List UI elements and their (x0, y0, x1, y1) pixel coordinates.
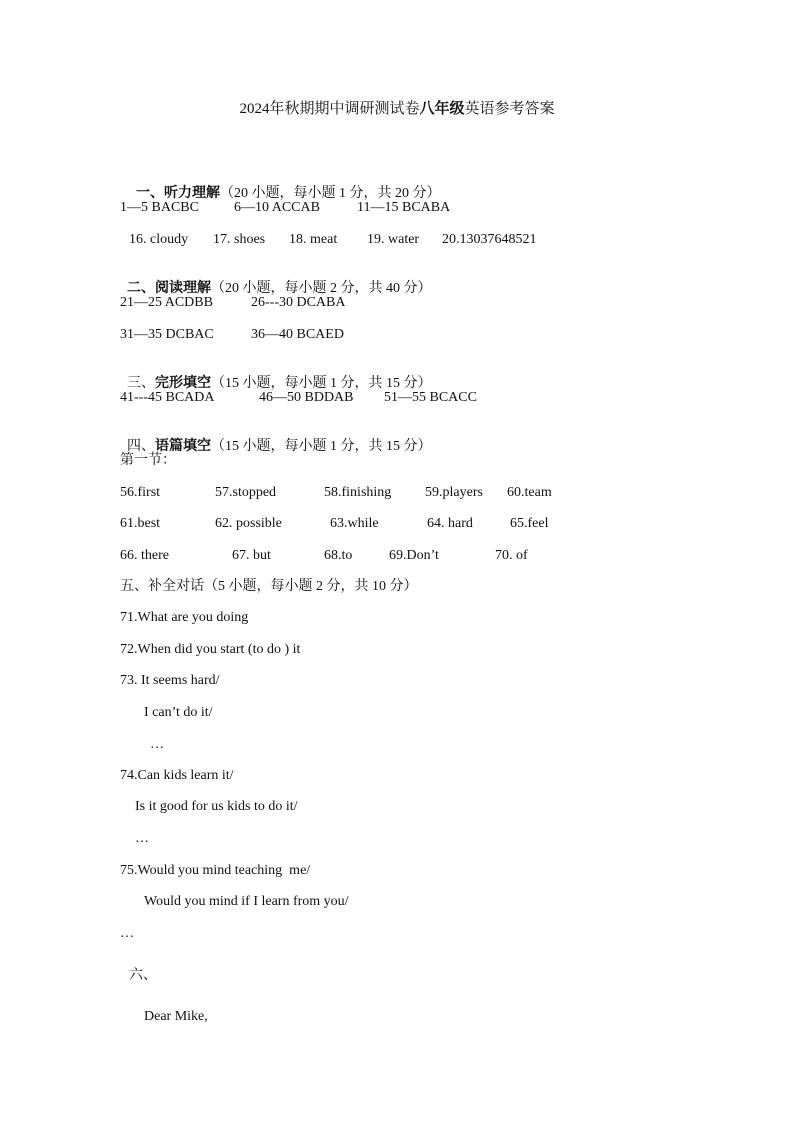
answer-item: 57.stopped (215, 485, 277, 500)
answer-item: 17. shoes (213, 232, 266, 247)
section-heading: 听力理解 (164, 186, 220, 201)
section-detail: （15 小题，每小题 1 分，共 15 分） (211, 439, 432, 454)
section-heading: 语篇填空 (155, 439, 211, 454)
section-detail: （20 小题，每小题 2 分，共 40 分） (211, 281, 432, 296)
answer-item: 60.team (507, 485, 552, 500)
answer-item: 18. meat (289, 232, 338, 247)
answer-item: 59.players (425, 485, 483, 500)
answer-item: 36—40 BCAED (251, 327, 344, 342)
section-heading: 阅读理解 (155, 281, 211, 296)
dialogue-answer-71: 71.What are you doing (120, 610, 249, 625)
dialogue-answer-75-alt: Would you mind if I learn from you/ (144, 894, 349, 909)
answer-item: 26---30 DCABA (251, 295, 346, 310)
answer-item: 16. cloudy (129, 232, 189, 247)
answer-item: 19. water (367, 232, 420, 247)
page-title (0, 99, 794, 119)
section-heading-passage (120, 420, 432, 456)
answer-item: 1—5 BACBC (120, 200, 199, 215)
dialogue-answer-75-ellipsis: … (120, 926, 134, 941)
section-heading-cloze (120, 357, 432, 393)
section-label: 二、 (127, 281, 155, 296)
answer-item: 69.Don’t (389, 548, 439, 563)
section-heading-listening (129, 167, 441, 203)
letter-greeting: Dear Mike, (144, 1009, 208, 1024)
answer-item: 70. of (495, 548, 528, 563)
answer-item: 46—50 BDDAB (259, 390, 354, 405)
title-suffix: 英语参考答案 (464, 101, 555, 117)
answer-item: 67. but (232, 548, 271, 563)
dialogue-answer-74: 74.Can kids learn it/ (120, 768, 234, 783)
dialogue-answer-73-ellipsis: … (150, 737, 164, 752)
title-grade: 八年级 (419, 101, 465, 117)
section-heading-reading (120, 262, 432, 298)
section-label: 一、 (136, 186, 164, 201)
section-heading-writing: 六、 (129, 968, 157, 983)
section-detail: （20 小题，每小题 1 分，共 20 分） (220, 186, 441, 201)
answer-item: 20.13037648521 (442, 232, 537, 247)
dialogue-answer-74-ellipsis: … (135, 831, 149, 846)
section-label: 三、 (127, 376, 155, 391)
answer-item: 41---45 BCADA (120, 390, 215, 405)
answer-item: 21—25 ACDBB (120, 295, 213, 310)
part-label: 第一节： (120, 453, 176, 468)
answer-item: 63.while (330, 516, 379, 531)
dialogue-answer-72: 72.When did you start (to do ) it (120, 642, 301, 657)
answer-item: 31—35 DCBAC (120, 327, 214, 342)
answer-item: 58.finishing (324, 485, 392, 500)
answer-item: 6—10 ACCAB (234, 200, 320, 215)
section-detail: （15 小题，每小题 1 分，共 15 分） (211, 376, 432, 391)
section-heading: 完形填空 (155, 376, 211, 391)
section-label: 四、 (127, 439, 155, 454)
title-prefix: 2024年秋期期中调研测试卷 (239, 101, 420, 117)
dialogue-answer-73: 73. It seems hard/ (120, 673, 220, 688)
dialogue-answer-74-alt: Is it good for us kids to do it/ (135, 799, 298, 814)
section-heading-dialogue: 五、补全对话（5 小题，每小题 2 分，共 10 分） (120, 579, 418, 594)
dialogue-answer-73-alt: I can’t do it/ (144, 705, 213, 720)
answer-item: 62. possible (215, 516, 282, 531)
answer-item: 11—15 BCABA (357, 200, 451, 215)
answer-item: 61.best (120, 516, 161, 531)
answer-item: 56.first (120, 485, 161, 500)
dialogue-answer-75: 75.Would you mind teaching me/ (120, 863, 311, 878)
answer-item: 65.feel (510, 516, 549, 531)
answer-item: 64. hard (427, 516, 473, 531)
answer-item: 51—55 BCACC (384, 390, 477, 405)
answer-item: 66. there (120, 548, 169, 563)
answer-item: 68.to (324, 548, 353, 563)
